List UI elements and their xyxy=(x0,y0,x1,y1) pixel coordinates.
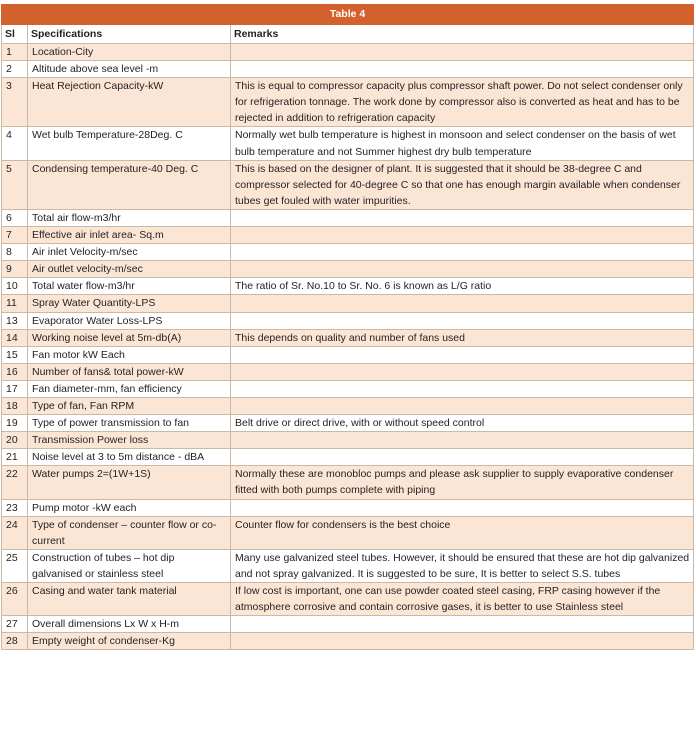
row-spec-cell: Location-City xyxy=(28,44,231,61)
row-remarks-cell xyxy=(231,380,694,397)
row-sl-cell: 7 xyxy=(2,227,28,244)
row-remarks-cell: Many use galvanized steel tubes. However, it should be ensured that these are hot dip galvanized and not spray galvanized. It is suggested to be sure, It is better to select S.S. tubes xyxy=(231,549,694,582)
row-spec-cell: Number of fans& total power-kW xyxy=(28,363,231,380)
table-row xyxy=(2,227,694,244)
row-spec-cell: Total air flow-m3/hr xyxy=(28,209,231,226)
row-remarks-cell xyxy=(231,633,694,650)
table-row xyxy=(2,312,694,329)
table-row xyxy=(2,415,694,432)
table-row xyxy=(2,261,694,278)
row-sl-cell: 14 xyxy=(2,329,28,346)
row-remarks-cell xyxy=(231,261,694,278)
row-sl-cell: 25 xyxy=(2,549,28,582)
row-sl-cell: 9 xyxy=(2,261,28,278)
row-spec-cell: Type of condenser – counter flow or co-current xyxy=(28,516,231,549)
row-sl-cell: 6 xyxy=(2,209,28,226)
table-row xyxy=(2,499,694,516)
row-spec-cell: Construction of tubes – hot dip galvanised or stainless steel xyxy=(28,549,231,582)
row-sl-cell: 21 xyxy=(2,449,28,466)
table-row xyxy=(2,209,694,226)
row-remarks-cell xyxy=(231,295,694,312)
row-spec-cell: Total water flow-m3/hr xyxy=(28,278,231,295)
row-spec-cell: Fan diameter-mm, fan efficiency xyxy=(28,380,231,397)
row-sl-cell: 2 xyxy=(2,61,28,78)
row-sl-cell: 16 xyxy=(2,363,28,380)
row-spec-cell: Pump motor -kW each xyxy=(28,499,231,516)
row-sl-cell: 3 xyxy=(2,78,28,127)
row-sl-cell: 27 xyxy=(2,616,28,633)
row-sl-cell: 10 xyxy=(2,278,28,295)
row-remarks-cell: Counter flow for condensers is the best choice xyxy=(231,516,694,549)
table-row xyxy=(2,295,694,312)
row-spec-cell: Air inlet Velocity-m/sec xyxy=(28,244,231,261)
row-sl-cell: 11 xyxy=(2,295,28,312)
row-spec-cell: Altitude above sea level -m xyxy=(28,61,231,78)
row-spec-cell: Water pumps 2=(1W+1S) xyxy=(28,466,231,499)
row-sl-cell: 1 xyxy=(2,44,28,61)
table-row xyxy=(2,127,694,160)
row-remarks-cell xyxy=(231,209,694,226)
row-spec-cell: Type of fan, Fan RPM xyxy=(28,397,231,414)
row-remarks-cell xyxy=(231,227,694,244)
row-sl-cell: 23 xyxy=(2,499,28,516)
table-row xyxy=(2,633,694,650)
row-sl-cell: 28 xyxy=(2,633,28,650)
row-spec-cell: Effective air inlet area- Sq.m xyxy=(28,227,231,244)
column-header-remarks: Remarks xyxy=(231,25,694,44)
row-remarks-cell xyxy=(231,61,694,78)
column-header-specifications: Specifications xyxy=(28,25,231,44)
row-remarks-cell xyxy=(231,432,694,449)
row-remarks-cell xyxy=(231,449,694,466)
table-row xyxy=(2,329,694,346)
row-spec-cell: Spray Water Quantity-LPS xyxy=(28,295,231,312)
row-spec-cell: Evaporator Water Loss-LPS xyxy=(28,312,231,329)
row-remarks-cell xyxy=(231,616,694,633)
row-spec-cell: Air outlet velocity-m/sec xyxy=(28,261,231,278)
table-row xyxy=(2,432,694,449)
row-sl-cell: 15 xyxy=(2,346,28,363)
row-remarks-cell: The ratio of Sr. No.10 to Sr. No. 6 is known as L/G ratio xyxy=(231,278,694,295)
row-remarks-cell: This depends on quality and number of fans used xyxy=(231,329,694,346)
row-remarks-cell: This is equal to compressor capacity plus compressor shaft power. Do not select condenser only for refrigeration tonnage. The work done by compressor also is converted as heat and has to be rejected in addition to refrigeration capacity xyxy=(231,78,694,127)
row-spec-cell: Condensing temperature-40 Deg. C xyxy=(28,160,231,209)
row-remarks-cell xyxy=(231,44,694,61)
row-sl-cell: 22 xyxy=(2,466,28,499)
row-spec-cell: Transmission Power loss xyxy=(28,432,231,449)
row-remarks-cell xyxy=(231,244,694,261)
row-spec-cell: Type of power transmission to fan xyxy=(28,415,231,432)
spec-table-container xyxy=(1,4,693,650)
row-spec-cell: Heat Rejection Capacity-kW xyxy=(28,78,231,127)
table-row xyxy=(2,466,694,499)
table-row xyxy=(2,61,694,78)
row-remarks-cell: If low cost is important, one can use powder coated steel casing, FRP casing however if the atmosphere corrosive and contain corrosive gases, it is better to use Stainless steel xyxy=(231,583,694,616)
row-spec-cell: Working noise level at 5m-db(A) xyxy=(28,329,231,346)
table-row xyxy=(2,449,694,466)
specifications-table xyxy=(1,4,694,650)
row-spec-cell: Empty weight of condenser-Kg xyxy=(28,633,231,650)
table-row xyxy=(2,616,694,633)
row-spec-cell: Casing and water tank material xyxy=(28,583,231,616)
table-row xyxy=(2,346,694,363)
table-row xyxy=(2,78,694,127)
row-remarks-cell xyxy=(231,346,694,363)
row-sl-cell: 13 xyxy=(2,312,28,329)
row-sl-cell: 19 xyxy=(2,415,28,432)
table-row xyxy=(2,160,694,209)
row-remarks-cell: Belt drive or direct drive, with or without speed control xyxy=(231,415,694,432)
row-sl-cell: 26 xyxy=(2,583,28,616)
row-remarks-cell: This is based on the designer of plant. It is suggested that it should be 38-degree C and compressor selected for 40-degree C so that one has enough margin available when condenser tubes get fouled with water impurities. xyxy=(231,160,694,209)
table-row xyxy=(2,244,694,261)
table-row xyxy=(2,397,694,414)
table-title-row xyxy=(2,5,694,25)
row-remarks-cell: Normally these are monobloc pumps and please ask supplier to supply evaporative condenser fitted with both pumps complete with piping xyxy=(231,466,694,499)
column-header-sl: Sl xyxy=(2,25,28,44)
row-spec-cell: Wet bulb Temperature-28Deg. C xyxy=(28,127,231,160)
row-sl-cell: 18 xyxy=(2,397,28,414)
row-sl-cell: 5 xyxy=(2,160,28,209)
row-sl-cell: 4 xyxy=(2,127,28,160)
row-spec-cell: Overall dimensions Lx W x H-m xyxy=(28,616,231,633)
row-remarks-cell xyxy=(231,363,694,380)
row-sl-cell: 20 xyxy=(2,432,28,449)
row-remarks-cell xyxy=(231,499,694,516)
row-sl-cell: 17 xyxy=(2,380,28,397)
row-remarks-cell xyxy=(231,397,694,414)
table-row xyxy=(2,278,694,295)
row-spec-cell: Fan motor kW Each xyxy=(28,346,231,363)
table-row xyxy=(2,44,694,61)
row-remarks-cell xyxy=(231,312,694,329)
table-row xyxy=(2,549,694,582)
row-spec-cell: Noise level at 3 to 5m distance - dBA xyxy=(28,449,231,466)
table-header-row xyxy=(2,25,694,44)
table-row xyxy=(2,516,694,549)
table-row xyxy=(2,380,694,397)
table-row xyxy=(2,583,694,616)
row-remarks-cell: Normally wet bulb temperature is highest in monsoon and select condenser on the basis of wet bulb temperature and not Summer highest dry bulb temperature xyxy=(231,127,694,160)
table-row xyxy=(2,363,694,380)
table-title: Table 4 xyxy=(2,5,694,25)
row-sl-cell: 8 xyxy=(2,244,28,261)
row-sl-cell: 24 xyxy=(2,516,28,549)
